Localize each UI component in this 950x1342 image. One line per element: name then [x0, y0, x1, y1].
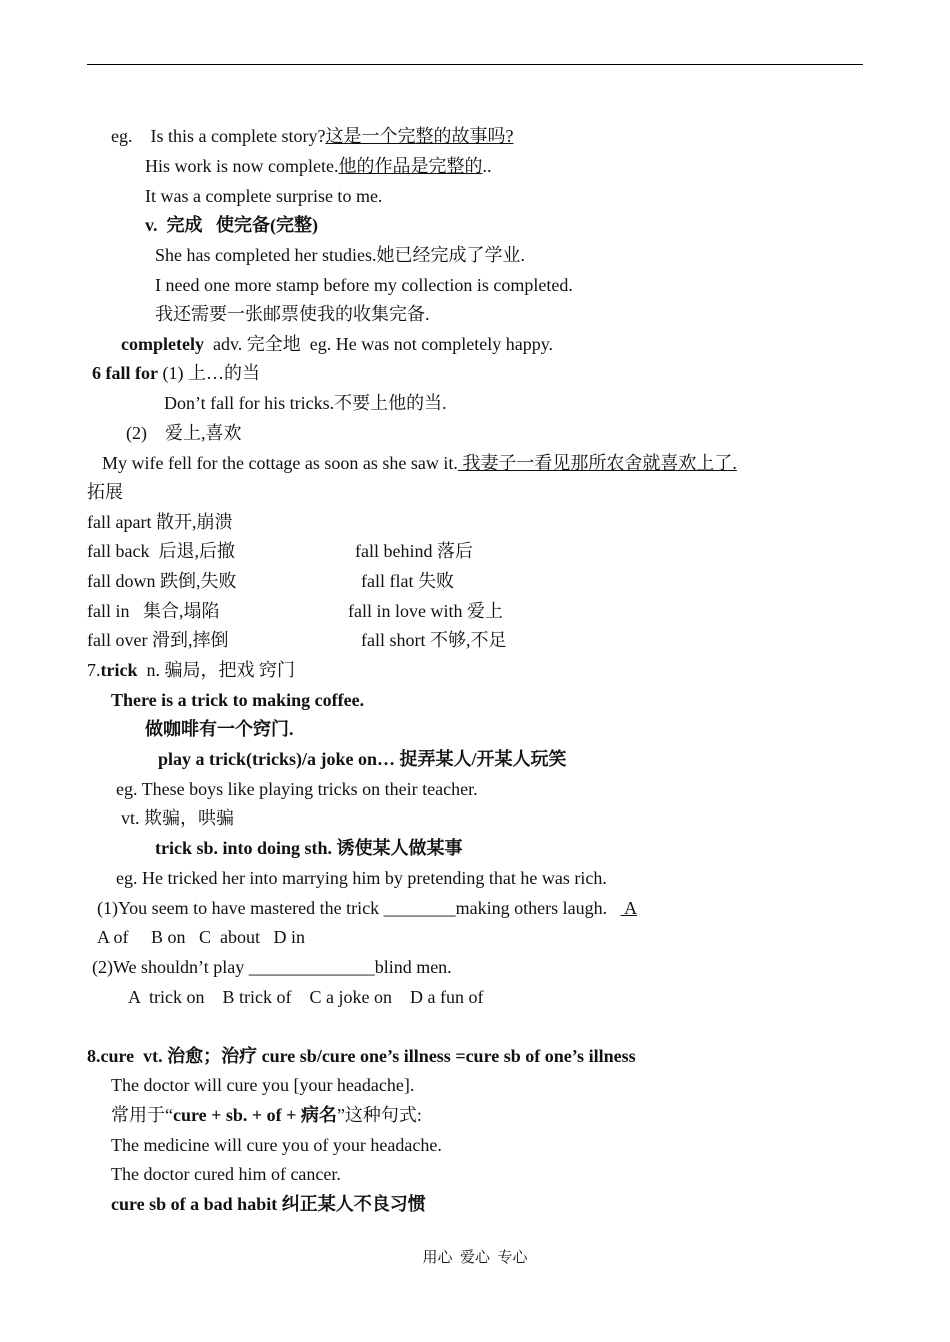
text-line	[128, 986, 483, 1008]
text-line	[355, 540, 473, 562]
text-line	[97, 897, 637, 919]
text-segment: eg. Is this a complete story?	[111, 126, 326, 146]
text-segment: eg. He tricked her into marrying him by pretending that he was rich.	[116, 868, 607, 888]
bold-text: 做咖啡有一个窍门.	[145, 719, 294, 739]
text-line	[111, 1074, 414, 1096]
text-segment: I need one more stamp before my collection is completed.	[155, 275, 573, 295]
text-segment: Don’t fall for his tricks.不要上他的当.	[164, 393, 447, 413]
text-line	[145, 718, 294, 740]
bold-text: trick	[100, 660, 138, 680]
text-segment: fall behind 落后	[355, 541, 473, 561]
text-segment: The medicine will cure you of your headache.	[111, 1135, 442, 1155]
text-segment: fall back 后退,后撤	[87, 541, 235, 561]
text-line	[145, 185, 382, 207]
text-line	[155, 837, 463, 859]
header-rule	[87, 64, 863, 65]
text-segment: fall in love with 爱上	[348, 601, 503, 621]
text-segment: ”这种句式:	[336, 1105, 422, 1125]
text-line	[111, 1104, 422, 1126]
text-line	[155, 274, 573, 296]
text-line	[111, 1193, 426, 1215]
text-line	[348, 600, 503, 622]
bold-text: play a trick(tricks)/a joke on… 捉弄某人/开某人玩笑	[158, 749, 567, 769]
text-segment: (2)We shouldn’t play ______________blind men.	[92, 957, 452, 977]
text-line	[361, 629, 507, 651]
text-segment: fall in 集合,塌陷	[87, 601, 220, 621]
text-line	[111, 1134, 442, 1156]
text-line	[158, 748, 566, 770]
text-line	[145, 214, 318, 236]
text-segment: A trick on B trick of C a joke on D a fun of	[128, 987, 484, 1007]
bold-text: There is a trick to making coffee.	[111, 690, 365, 710]
text-segment: n. 骗局，把戏 窍门	[137, 660, 295, 680]
text-line	[102, 452, 737, 474]
text-line	[87, 1045, 636, 1067]
text-line	[126, 422, 242, 444]
text-line	[116, 867, 607, 889]
text-segment: fall over 滑到,摔倒	[87, 630, 229, 650]
text-segment: (2) 爱上,喜欢	[126, 423, 242, 443]
text-segment: A of B on C about D in	[97, 927, 306, 947]
text-line	[145, 155, 491, 177]
text-segment: 常用于“	[111, 1105, 173, 1125]
text-line	[111, 125, 513, 147]
text-segment: ..	[482, 156, 492, 176]
text-line	[87, 511, 232, 533]
text-line	[87, 600, 220, 622]
text-line	[361, 570, 454, 592]
text-segment: It was a complete surprise to me.	[145, 186, 383, 206]
text-segment: fall flat 失败	[361, 571, 454, 591]
text-line	[87, 659, 295, 681]
bold-text: v. 完成 使完备(完整)	[145, 215, 318, 235]
text-line	[97, 926, 305, 948]
text-segment: The doctor will cure you [your headache].	[111, 1075, 415, 1095]
text-line	[116, 778, 478, 800]
text-line	[155, 244, 525, 266]
text-segment: fall down 跌倒,失败	[87, 571, 237, 591]
text-line	[155, 303, 430, 325]
text-segment: vt. 欺骗，哄骗	[121, 808, 235, 828]
text-segment: 我还需要一张邮票使我的收集完备.	[155, 304, 430, 324]
text-line	[121, 807, 234, 829]
underlined-text: 这是一个完整的故事吗?	[325, 126, 514, 146]
underlined-text: 我妻子一看见那所农舍就喜欢上了.	[457, 453, 737, 473]
text-line	[87, 570, 236, 592]
bold-text: trick sb. into doing sth. 诱使某人做某事	[155, 838, 463, 858]
text-segment: My wife fell for the cottage as soon as she saw it.	[102, 453, 458, 473]
text-line	[164, 392, 447, 414]
bold-text: cure sb of a bad habit 纠正某人不良习惯	[111, 1194, 426, 1214]
text-line	[121, 333, 553, 355]
text-segment: fall apart 散开,崩溃	[87, 512, 233, 532]
text-segment: fall short 不够,不足	[361, 630, 507, 650]
text-segment: (1)You seem to have mastered the trick ________making others laugh.	[97, 898, 621, 918]
text-segment: She has completed her studies.她已经完成了学业.	[155, 245, 525, 265]
text-segment: adv. 完全地 eg. He was not completely happy.	[203, 334, 554, 354]
text-line	[87, 629, 228, 651]
text-line	[111, 1163, 341, 1185]
text-line	[92, 956, 452, 978]
text-line	[111, 689, 364, 711]
bold-text: 8.cure vt. 治愈；治疗 cure sb/cure one’s illness =cure sb of one’s illness	[87, 1046, 636, 1066]
text-segment: The doctor cured him of cancer.	[111, 1164, 341, 1184]
bold-text: cure + sb. + of + 病名	[173, 1105, 337, 1125]
text-line	[87, 540, 235, 562]
text-segment: eg. These boys like playing tricks on their teacher.	[116, 779, 478, 799]
underlined-text: 他的作品是完整的	[338, 156, 483, 176]
bold-text: completely	[121, 334, 204, 354]
text-segment: 7.	[87, 660, 101, 680]
text-segment: 拓展	[87, 482, 123, 502]
text-segment: (1) 上…的当	[157, 363, 260, 383]
underlined-text: A	[620, 898, 638, 918]
text-line	[92, 362, 260, 384]
bold-text: 6 fall for	[92, 363, 158, 383]
text-line	[87, 481, 123, 503]
page-footer: 用心 爱心 专心	[422, 1250, 528, 1266]
text-segment: His work is now complete.	[145, 156, 339, 176]
